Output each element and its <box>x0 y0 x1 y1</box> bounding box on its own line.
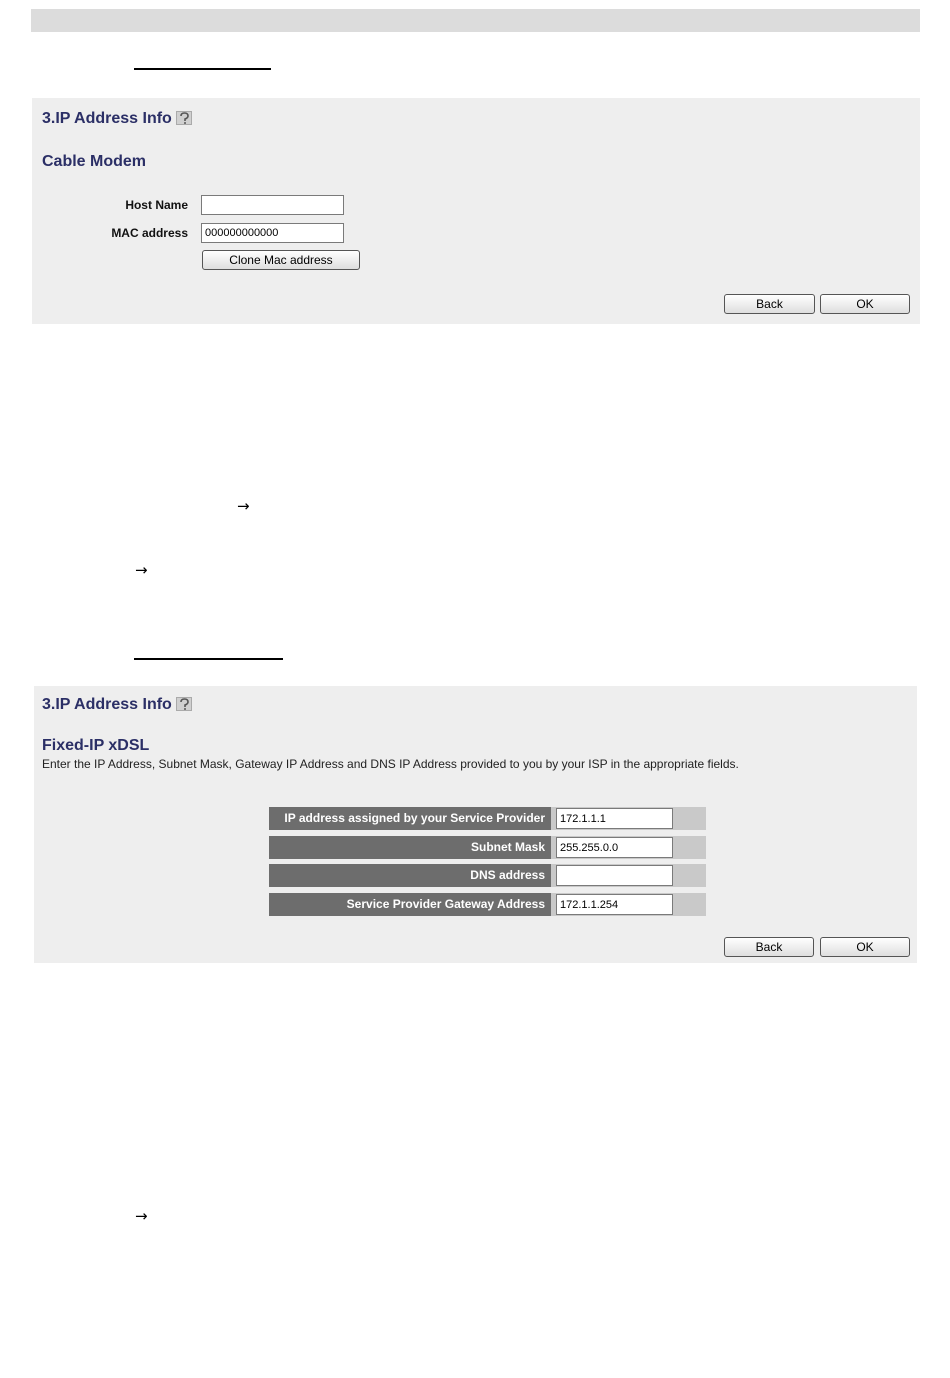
top-header-bar <box>31 9 920 32</box>
connection-type-heading: Cable Modem <box>42 153 147 170</box>
ip-address-input[interactable] <box>556 808 673 829</box>
section-heading-underline <box>134 658 283 660</box>
connection-type-heading: Fixed-IP xDSL <box>42 737 150 754</box>
host-name-label: Host Name <box>125 198 188 212</box>
ok-button[interactable]: OK <box>820 294 910 314</box>
host-name-input[interactable] <box>201 195 344 215</box>
panel-title <box>42 696 192 714</box>
ok-button[interactable]: OK <box>820 937 910 957</box>
arrow-icon: → <box>135 561 148 579</box>
ip-address-label: IP address assigned by your Service Provider <box>269 807 551 830</box>
subnet-mask-input[interactable] <box>556 837 673 858</box>
help-icon[interactable] <box>176 111 192 125</box>
gateway-address-label: Service Provider Gateway Address <box>269 893 551 916</box>
dns-address-row <box>269 864 706 887</box>
mac-address-input[interactable] <box>201 223 344 243</box>
instructions-text: Enter the IP Address, Subnet Mask, Gateway IP Address and DNS IP Address provided to you by your ISP in the appropriate fields. <box>42 757 739 771</box>
dns-address-input[interactable] <box>556 865 673 886</box>
section-heading-underline <box>134 68 271 70</box>
back-button[interactable]: Back <box>724 937 814 957</box>
arrow-icon: → <box>135 1207 148 1225</box>
cable-modem-panel <box>32 98 920 324</box>
arrow-icon: → <box>237 497 250 515</box>
gateway-address-row <box>269 893 706 916</box>
panel-title-text: 3.IP Address Info <box>42 696 172 713</box>
dns-address-label: DNS address <box>269 864 551 887</box>
panel-title <box>42 110 192 128</box>
back-button[interactable]: Back <box>724 294 815 314</box>
panel-title-text: 3.IP Address Info <box>42 110 172 127</box>
ip-address-row <box>269 807 706 830</box>
subnet-mask-row <box>269 836 706 859</box>
mac-address-label: MAC address <box>111 226 188 240</box>
subnet-mask-label: Subnet Mask <box>269 836 551 859</box>
clone-mac-address-button[interactable]: Clone Mac address <box>202 250 360 270</box>
help-icon[interactable] <box>176 697 192 711</box>
gateway-address-input[interactable] <box>556 894 673 915</box>
